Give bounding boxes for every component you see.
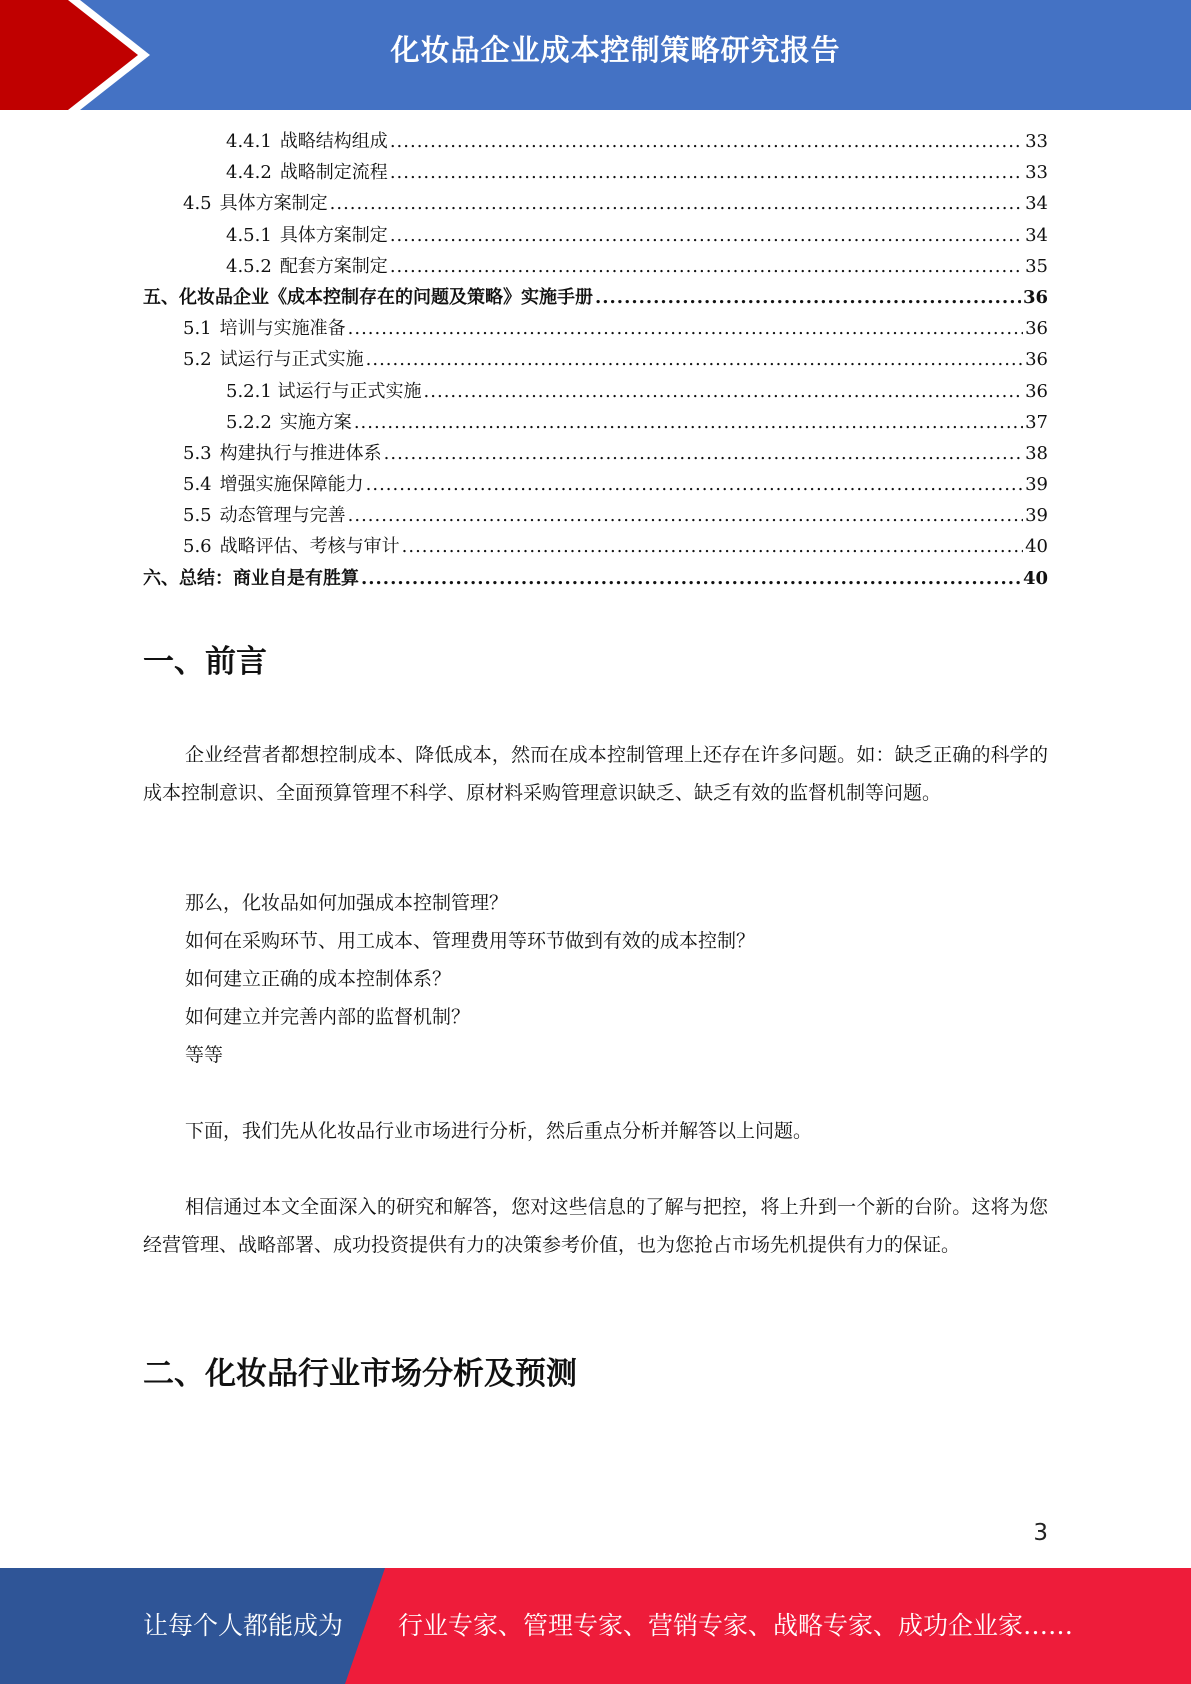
toc-entry[interactable]: [143, 221, 1048, 252]
question-line: 那么，化妆品如何加强成本控制管理？: [185, 892, 509, 914]
toc-entry-page: 36: [1022, 286, 1048, 308]
toc-entry-title: 实施方案: [279, 411, 352, 433]
toc-dot-leader: [366, 349, 1023, 370]
toc-entry-title: 战略制定流程: [279, 162, 388, 184]
toc-entry-number: 4.4.1: [226, 131, 272, 152]
page-number: 3: [1033, 1520, 1048, 1546]
toc-entry-number: 5.1: [183, 318, 212, 340]
toc-dot-leader: [366, 474, 1023, 495]
toc-dot-leader: [402, 536, 1023, 557]
toc-dot-leader: [330, 193, 1023, 214]
toc-entry-number: 5.2: [183, 349, 212, 371]
toc-entry-page: 37: [1025, 411, 1048, 433]
toc-entry[interactable]: [143, 314, 1048, 345]
toc-dot-leader: [348, 505, 1023, 526]
toc-entry[interactable]: [143, 439, 1048, 470]
toc-entry-number: 4.5.2: [226, 255, 272, 277]
toc-entry-title: 战略评估、考核与审计: [219, 536, 400, 558]
toc-entry-title: 配套方案制定: [279, 255, 388, 277]
table-of-contents: [143, 127, 1048, 595]
preface-paragraph-3: 相信通过本文全面深入的研究和解答，您对这些信息的了解与把控，将上升到一个新的台阶。这将为您经营管理、战略部署、成功投资提供有力的决策参考价值，也为您抢占市场先机提供有力的保证。: [143, 1196, 1048, 1256]
section-heading-market-analysis: 二、化妆品行业市场分析及预测: [143, 1356, 577, 1392]
page-footer: [0, 1568, 1191, 1684]
toc-dot-leader: [361, 568, 1021, 589]
toc-entry-title: 具体方案制定: [219, 193, 328, 215]
toc-entry-page: 34: [1025, 224, 1048, 246]
section-heading-preface: 一、前言: [143, 644, 267, 680]
toc-dot-leader: [390, 131, 1023, 152]
toc-entry[interactable]: [143, 158, 1048, 189]
toc-dot-leader: [595, 287, 1021, 308]
toc-entry-page: 38: [1025, 442, 1048, 464]
toc-entry-number: 5.4: [183, 474, 212, 496]
toc-entry-page: 35: [1025, 255, 1048, 277]
question-line: 如何建立正确的成本控制体系？: [185, 968, 452, 990]
toc-entry-title: 5.2.1 试运行与正式实施: [226, 380, 422, 402]
toc-entry-page: 34: [1025, 193, 1048, 215]
toc-entry-page: 33: [1025, 162, 1048, 184]
toc-entry-number: 5.5: [183, 505, 212, 527]
document-title: 化妆品企业成本控制策略研究报告: [390, 33, 841, 67]
page-header: [0, 0, 1191, 110]
preface-paragraph-1: 企业经营者都想控制成本、降低成本，然而在成本控制管理上还存在许多问题。如：缺乏正确的科学的成本控制意识、全面预算管理不科学、原材料采购管理意识缺乏、缺乏有效的监督机制等问题。: [143, 744, 1048, 804]
toc-entry-number: 5.3: [183, 442, 212, 464]
toc-entry-title: 战略结构组成: [279, 131, 388, 152]
toc-entry-number: 4.5: [183, 193, 212, 215]
toc-entry-page: 33: [1025, 131, 1048, 152]
toc-dot-leader: [424, 381, 1024, 402]
toc-dot-leader: [390, 225, 1023, 246]
toc-entry[interactable]: [143, 127, 1048, 158]
toc-entry-page: 40: [1022, 567, 1048, 589]
toc-entry[interactable]: [143, 470, 1048, 501]
toc-entry[interactable]: [143, 564, 1048, 595]
question-line: 如何建立并完善内部的监督机制？: [185, 1006, 471, 1028]
toc-entry[interactable]: [143, 345, 1048, 376]
question-line: 如何在采购环节、用工成本、管理费用等环节做到有效的成本控制？: [185, 930, 756, 952]
toc-entry[interactable]: [143, 252, 1048, 283]
footer-slogan-right: 行业专家、管理专家、营销专家、战略专家、成功企业家……: [398, 1611, 1074, 1640]
toc-entry-number: 4.4.2: [226, 162, 272, 184]
toc-entry[interactable]: [143, 377, 1048, 408]
toc-dot-leader: [354, 412, 1023, 433]
toc-dot-leader: [390, 256, 1023, 277]
toc-entry-title: 六、总结：商业自是有胜算: [143, 567, 359, 589]
toc-entry[interactable]: [143, 408, 1048, 439]
toc-entry[interactable]: [143, 532, 1048, 563]
toc-entry-number: 4.5.1: [226, 224, 272, 246]
toc-entry-page: 40: [1025, 536, 1048, 558]
toc-entry[interactable]: [143, 283, 1048, 314]
toc-entry-page: 39: [1025, 474, 1048, 496]
toc-entry-title: 试运行与正式实施: [219, 349, 364, 371]
toc-entry-page: 39: [1025, 505, 1048, 527]
toc-entry-page: 36: [1025, 380, 1048, 402]
footer-slogan-left: 让每个人都能成为: [143, 1611, 344, 1640]
toc-entry-title: 具体方案制定: [279, 224, 388, 246]
toc-entry-title: 培训与实施准备: [219, 318, 346, 340]
toc-entry-title: 动态管理与完善: [219, 505, 346, 527]
toc-entry[interactable]: [143, 189, 1048, 220]
toc-entry-title: 构建执行与推进体系: [219, 442, 382, 464]
toc-entry-title: 五、化妆品企业《成本控制存在的问题及策略》实施手册: [143, 286, 593, 308]
toc-entry-title: 增强实施保障能力: [219, 474, 364, 496]
question-line: 等等: [185, 1044, 224, 1066]
toc-dot-leader: [390, 162, 1023, 183]
toc-entry-page: 36: [1025, 318, 1048, 340]
preface-paragraph-2: 下面，我们先从化妆品行业市场进行分析，然后重点分析并解答以上问题。: [185, 1120, 813, 1142]
toc-entry-page: 36: [1025, 349, 1048, 371]
toc-entry-number: 5.2.2: [226, 411, 272, 433]
toc-dot-leader: [384, 443, 1023, 464]
toc-dot-leader: [348, 318, 1023, 339]
toc-entry-number: 5.6: [183, 536, 212, 558]
toc-entry[interactable]: [143, 501, 1048, 532]
